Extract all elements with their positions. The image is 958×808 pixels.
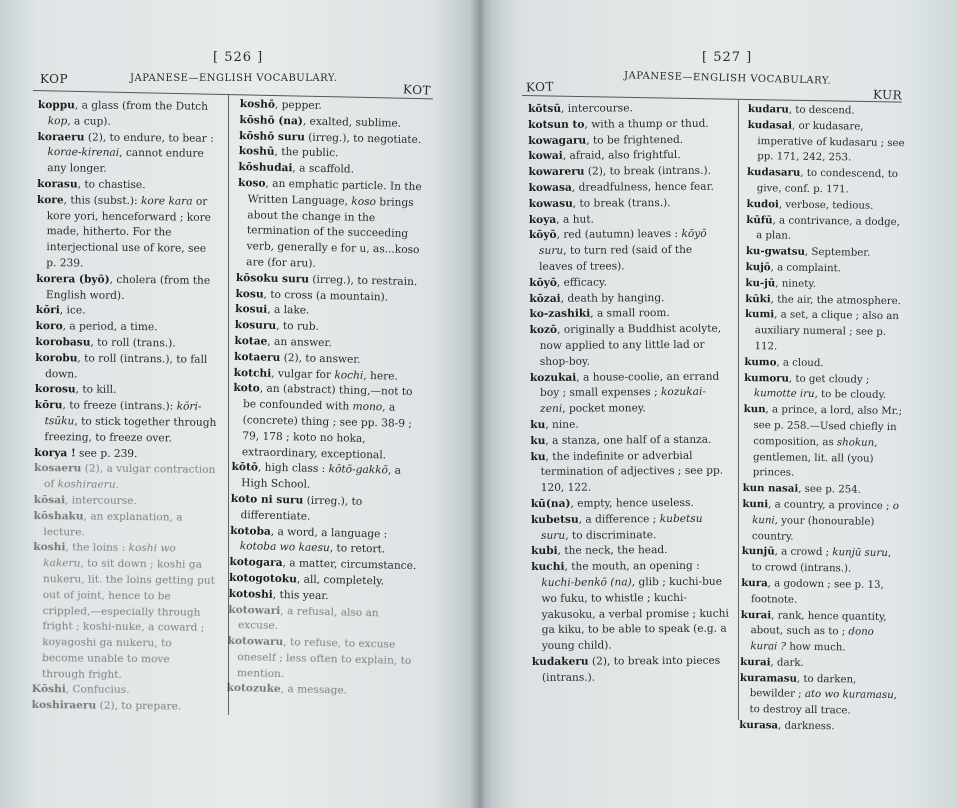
dictionary-entry <box>34 398 216 447</box>
headword: ko-zashiki <box>529 307 591 321</box>
definition-text: , high class : <box>257 461 329 476</box>
example-text: kochi <box>334 368 364 382</box>
headword: kotaeru <box>233 350 281 364</box>
definition-text: , here. <box>363 369 399 383</box>
definition-text: (irreg.), to restrain. <box>308 273 418 288</box>
dictionary-entry <box>744 371 904 405</box>
dictionary-entry <box>236 176 428 275</box>
dictionary-entry <box>528 164 728 181</box>
definition-text: , to refuse, to excuse oneself ; less often to explain, to mention. <box>236 636 412 680</box>
headword: korobu <box>35 351 78 365</box>
dictionary-entry <box>34 446 216 464</box>
headword: kun <box>743 403 766 416</box>
definition-text: , an (abstract) thing,—not to be confounded with <box>242 382 413 413</box>
definition-text: , an emphatic particle. In the Written Language, <box>247 177 422 208</box>
definition-text: , this (subst.): <box>63 194 142 207</box>
definition-text: , a word, a language : <box>270 525 388 540</box>
dictionary-entry <box>34 493 216 511</box>
dictionary-entry <box>36 272 218 305</box>
headword: korosu <box>34 383 76 396</box>
dictionary-entry <box>529 195 729 212</box>
dictionary-entry <box>748 102 908 120</box>
header-left: KOT <box>525 79 555 95</box>
definition-text: or kore yori, henceforward ; kore made, hitherto. For the interjectional use of kore, see p. 239. <box>46 195 212 270</box>
headword: kowasa <box>528 181 572 194</box>
definition-text: , ice. <box>59 304 86 317</box>
definition-text: , a crowd ; <box>774 546 833 559</box>
definition-text: , to rub. <box>276 320 320 334</box>
headword: kosu <box>235 287 264 301</box>
dictionary-entry <box>530 432 730 449</box>
headword: kōsai <box>33 493 66 507</box>
definition-text: . <box>115 478 120 491</box>
definition-text: , a hut. <box>556 213 595 226</box>
headword: kotoba <box>230 524 271 538</box>
headword: kuchi <box>531 560 565 574</box>
definition-text: , a matter, circumstance. <box>282 557 417 573</box>
headword: kudakeru <box>531 655 589 668</box>
dictionary-entry <box>529 274 729 291</box>
headword: kōyō <box>528 229 557 242</box>
dictionary-entry <box>37 130 219 179</box>
definition-text: , darkness. <box>777 720 835 733</box>
headword: kowagaru <box>528 134 587 147</box>
example-text: kotoba wo kaesu <box>239 540 330 555</box>
dictionary-entry <box>37 177 219 195</box>
headword: kosaeru <box>34 462 82 475</box>
headword: kore <box>36 193 64 207</box>
dictionary-entry <box>528 101 728 118</box>
headword: kosuru <box>234 319 277 333</box>
definition-text: , to turn red (said of the leaves of trees). <box>539 244 693 273</box>
dictionary-entry <box>32 540 215 684</box>
dictionary-entry <box>32 682 214 700</box>
definition-text: , to chastise. <box>77 178 146 192</box>
headword: kuni <box>742 497 769 511</box>
definition-text: , vulgar for <box>271 367 335 381</box>
dictionary-entry <box>33 509 215 542</box>
headword: kōtō <box>231 461 259 474</box>
column-divider <box>738 100 739 720</box>
headword: korasu <box>37 177 78 191</box>
headword: koya <box>528 213 557 226</box>
dictionary-entry <box>740 607 901 657</box>
dictionary-entry <box>528 148 728 165</box>
headword: koraeru <box>37 130 85 144</box>
dictionary-entry <box>739 718 899 736</box>
definition-text: , dark. <box>770 657 804 669</box>
definition-text: , the loins : <box>65 541 129 555</box>
dictionary-entry <box>741 544 901 578</box>
headword: kōshudai <box>238 161 293 175</box>
headword: kozukai <box>529 371 577 384</box>
definition-text: (2), a vulgar contraction of <box>43 462 216 491</box>
definition-text: , a house-coolie, an errand boy ; small expenses ; <box>539 370 720 400</box>
headword: kubetsu <box>530 513 579 526</box>
headword: kozō <box>529 323 558 337</box>
headword: kotchi <box>233 366 272 380</box>
example-text: koshiraeru <box>57 478 116 491</box>
headword: kudaru <box>747 102 789 116</box>
dictionary-entry <box>36 193 219 274</box>
headword: kumo <box>744 355 777 369</box>
headword: kotsun to <box>528 118 585 131</box>
headword: koto ni suru <box>230 492 304 507</box>
definition-text: , dreadfulness, hence fear. <box>571 180 714 194</box>
dictionary-entry <box>528 116 728 133</box>
example-text: kozukai-zeni <box>540 386 706 416</box>
book-spine <box>470 0 492 808</box>
dictionary-entry <box>531 496 731 513</box>
headword: kū(na) <box>530 497 571 510</box>
right-page <box>480 0 958 808</box>
definition-text: , to cross (a mountain). <box>263 288 389 303</box>
definition-text: , cannot endure any longer. <box>47 147 204 175</box>
headword: kōshō suru <box>238 129 306 144</box>
dictionary-entry <box>35 351 217 384</box>
example-text: kubetsu suru <box>540 512 703 542</box>
headword: kudasaru <box>746 166 801 179</box>
headword: kotowari <box>228 603 281 617</box>
definition-text: , afraid, also frightful. <box>562 149 681 163</box>
definition-text: , Confucius. <box>65 683 130 697</box>
definition-text: , a glass (from the Dutch <box>74 99 209 113</box>
definition-text: , see p. 254. <box>798 483 861 496</box>
definition-text: , to break (trans.). <box>572 196 671 210</box>
dictionary-entry <box>746 213 906 247</box>
headword: kotozuke <box>226 682 281 696</box>
dictionary-entry <box>38 98 220 131</box>
right-column-1 <box>528 101 732 687</box>
headword: koppu <box>37 98 75 112</box>
definition-text: (2), to prepare. <box>96 699 182 713</box>
headword: ku-jū <box>745 276 776 290</box>
headword: kōru <box>34 399 63 412</box>
definition-text: , a complaint. <box>770 262 842 275</box>
definition-text: , to crowd (intrans.). <box>751 548 892 575</box>
definition-text: , a (concrete) thing ; see pp. 38-9 ; 79, 178 ; koto no hoka, extraordinary, exceptional. <box>241 401 413 461</box>
dictionary-entry <box>741 576 901 610</box>
definition-text: , to retort. <box>329 542 386 556</box>
definition-text: , with a thump or thud. <box>584 117 709 131</box>
example-text: kore kara <box>140 194 193 208</box>
dictionary-entry <box>744 307 905 357</box>
headword: koshū <box>238 145 275 159</box>
definition-text: , a prince, a lord, also Mr.; see p. 258.—Used chiefly in composition, as <box>753 404 903 449</box>
definition-text: , glib ; kuchi-bue wo fuku, to whistle ; kuchi-yakusoku, a verbal promise ; kuchi ga kiku, to be able to speak (e.g. a young child). <box>541 575 729 653</box>
headword: kōtsū <box>528 102 562 115</box>
headword: kowareru <box>528 165 585 179</box>
definition-text: , a small room. <box>590 307 670 320</box>
definition-text: , to roll (trans.). <box>90 336 176 350</box>
example-text: o kuni <box>752 500 899 527</box>
definition-text: , a High School. <box>241 464 402 491</box>
example-text: kop <box>47 114 68 128</box>
definition-text: , an answer. <box>267 335 332 350</box>
dictionary-entry <box>746 260 906 278</box>
header-left: KOP <box>40 72 69 86</box>
dictionary-entry <box>530 417 730 434</box>
headword: kōzai <box>529 292 561 305</box>
dictionary-entry <box>739 671 900 721</box>
headword: kuramasu <box>739 671 798 685</box>
definition-text: kudasare, imperative of kudasaru ; see pp. 171, 242, 253. <box>757 120 905 164</box>
definition-text: , to be frightened. <box>586 133 684 147</box>
example-text: dono kurai ? <box>750 626 874 653</box>
definition-text: , pocket money. <box>562 402 646 415</box>
definition-text: , your (honourable) country. <box>751 515 875 543</box>
definition-text: , the indefinite or adverbial termination of adjectives ; see pp. 120, 122. <box>540 449 724 495</box>
headword: kotae <box>234 334 268 348</box>
dictionary-entry <box>529 290 729 307</box>
definition-text: , to be cloudy. <box>814 389 887 402</box>
definition-text: , the air, the atmosphere. <box>770 293 902 307</box>
definition-text: how much. <box>785 641 846 654</box>
definition-text: brings about the change in the termination of the succeeding verb, generally e for u, as...koso are (for aru). <box>246 195 420 270</box>
dictionary-entry <box>231 460 422 496</box>
left-column-1 <box>32 98 220 716</box>
definition-text: , the public. <box>274 146 339 160</box>
definition-text: , to get cloudy ; <box>788 373 870 386</box>
definition-text: , pepper. <box>274 98 322 112</box>
dictionary-entry <box>529 227 729 276</box>
definition-text: , an explanation, a lecture. <box>43 510 183 539</box>
headword: kosui <box>235 303 268 317</box>
headword: kurai <box>740 608 772 621</box>
definition-text: , a difference ; <box>578 512 660 526</box>
definition-text: (2), to break (intrans.). <box>584 164 711 178</box>
headword: koshō <box>239 97 276 111</box>
definition-text: , intercourse. <box>64 494 137 507</box>
definition-text: , red (autumn) leaves : <box>556 228 682 242</box>
definition-text: , to destroy all trace. <box>749 690 898 717</box>
definition-text: (2), to answer. <box>280 351 361 366</box>
header-right: KOT <box>402 82 432 98</box>
definition-text: , intercourse. <box>560 102 633 115</box>
headword: kunjū <box>741 545 775 558</box>
dictionary-entry <box>529 306 729 323</box>
definition-text: , efficacy. <box>556 276 607 289</box>
definition-text: , cholera (from the English word). <box>45 273 211 302</box>
headword: kotogotoku <box>228 571 298 586</box>
headword: koshiraeru <box>31 699 97 712</box>
headword: koto <box>233 382 260 395</box>
definition-text: , nine. <box>545 418 579 431</box>
dictionary-entry <box>530 448 730 497</box>
headword: kumoru <box>744 371 790 385</box>
dictionary-entry <box>747 118 908 168</box>
definition-text: , originally a Buddhist acolyte, now applied to any little lad or shop-boy. <box>539 322 722 368</box>
definition-text: , gentlemen, lit. all (you) princes. <box>752 437 878 480</box>
example-text: shokun <box>836 437 875 449</box>
definition-text: , to roll (intrans.), to fall down. <box>45 352 208 380</box>
headword: kudoi <box>746 197 779 211</box>
dictionary-entry <box>232 381 424 464</box>
dictionary-entry <box>531 559 732 655</box>
dictionary-entry <box>532 653 732 686</box>
definition-text: , a message. <box>280 683 348 698</box>
dictionary-entry <box>742 497 903 547</box>
headword: koshi <box>33 541 66 554</box>
definition-text: , the mouth, an opening : <box>564 559 700 573</box>
definition-text: (2), to endure, to bear : <box>84 131 214 145</box>
headword: ku <box>530 418 546 431</box>
example-text: kōri-tsūku <box>44 400 202 428</box>
definition-text: , a scaffold. <box>292 162 355 176</box>
headword: ku <box>530 434 546 447</box>
dictionary-entry <box>228 602 419 638</box>
right-column-2 <box>739 102 908 736</box>
headword: kowai <box>528 150 563 163</box>
example-text: ato wo kuramasu <box>804 689 894 702</box>
dictionary-entry <box>32 698 214 716</box>
dictionary-entry <box>530 369 730 418</box>
dictionary-entry <box>35 335 217 353</box>
example-text: koso <box>351 195 377 208</box>
headword: kōshaku <box>33 509 84 523</box>
dictionary-entry <box>529 180 729 197</box>
example-text: kumotte iru <box>753 388 815 401</box>
definition-text: see p. 239. <box>75 446 138 460</box>
headword: kurasa <box>739 719 779 732</box>
definition-text: , to kill. <box>75 383 117 397</box>
definition-text: (irreg.), to negotiate. <box>304 131 422 146</box>
headword: kotoshi <box>228 587 273 601</box>
header-center: JAPANESE—ENGLISH VOCABULARY. <box>623 70 832 87</box>
definition-text: , to descend. <box>788 104 855 117</box>
definition-text: (2), to break into pieces (intrans.). <box>541 654 721 684</box>
headword: Kōshi <box>31 683 66 696</box>
example-text: kōyō suru <box>538 228 707 258</box>
dictionary-entry <box>744 355 904 373</box>
headword: ku-gwatsu <box>745 245 806 258</box>
headword: kurai <box>740 655 771 669</box>
definition-text: , to darken, bewilder ; <box>749 673 857 701</box>
headword: kotowaru <box>227 634 284 649</box>
dictionary-entry <box>745 276 905 294</box>
definition-text: , a stanza, one half of a stanza. <box>545 433 712 447</box>
dictionary-entry <box>531 543 731 560</box>
example-text: kuchi-benkō (na) <box>541 576 632 589</box>
page-number: [ 527 ] <box>702 50 753 65</box>
dictionary-entry <box>531 511 731 544</box>
definition-text: , exalted, sublime. <box>302 115 402 130</box>
definition-text: , rank, hence quantity, about, such as to ; <box>750 609 887 638</box>
dictionary-entry <box>36 303 218 321</box>
definition-text: , death by hanging. <box>560 291 665 305</box>
dictionary-entry <box>230 492 421 528</box>
definition-text: , a period, a time. <box>62 320 158 334</box>
definition-text: , to discriminate. <box>565 528 657 542</box>
headword: kōshō (na) <box>239 113 304 128</box>
definition-text: , a lake. <box>267 304 310 317</box>
headword: kura <box>741 576 768 590</box>
header-right: KUR <box>872 87 903 103</box>
headword: kōri <box>35 304 60 317</box>
definition-text: , a contrivance, a dodge, a plan. <box>756 214 900 242</box>
definition-text: (irreg.), to differentiate. <box>240 494 363 523</box>
dictionary-entry <box>746 197 906 215</box>
dictionary-entry <box>36 319 218 337</box>
headword: kowasu <box>528 197 573 210</box>
headword: kumi <box>744 308 775 321</box>
headword: kun nasai <box>742 482 799 495</box>
headword: koro <box>35 320 63 333</box>
example-text: kunjū suru <box>832 547 888 560</box>
headword: koso <box>237 176 266 190</box>
definition-text: , or <box>791 120 813 132</box>
definition-text: , September. <box>804 246 871 259</box>
dictionary-entry <box>528 132 728 149</box>
dictionary-entry <box>530 322 730 371</box>
definition-text: , a cup). <box>67 115 111 128</box>
headword: kujō <box>745 260 771 274</box>
definition-text: , a refusal, also an excuse. <box>237 604 379 633</box>
definition-text: , to freeze (intrans.): <box>62 399 177 413</box>
dictionary-entry <box>230 523 421 559</box>
definition-text: , all, completely. <box>296 573 385 588</box>
headword: kudasai <box>747 118 793 132</box>
dictionary-entry <box>35 382 217 400</box>
dictionary-entry <box>529 211 729 228</box>
definition-text: , the neck, the head. <box>557 544 668 558</box>
definition-text: , verbose, tedious. <box>778 199 874 212</box>
example-text: mono <box>352 400 383 414</box>
headword: kubi <box>531 545 558 558</box>
dictionary-entry <box>747 165 907 199</box>
headword: korobasu <box>35 335 91 349</box>
definition-text: , empty, hence useless. <box>570 496 694 510</box>
dictionary-entry <box>226 681 416 701</box>
definition-text: , to condescend, to give, conf. p. 171. <box>756 167 899 196</box>
header-center: JAPANESE—ENGLISH VOCABULARY. <box>130 73 338 84</box>
definition-text: , a country, a province ; <box>768 499 893 512</box>
definition-text: , this year. <box>272 588 329 602</box>
page-number: [ 526 ] <box>213 50 264 65</box>
headword: kūki <box>745 292 771 305</box>
definition-text: , a set, a clique ; also an auxiliary numeral ; see p. 112. <box>754 309 899 353</box>
definition-text: , to sit down ; koshi ga nukeru, lit. the loins getting put out of joint, hence to be crippled,—especially through fright ; koshi-nuke, a coward ; koyagoshi ga nukeru, to become unable to move through fright. <box>41 557 216 681</box>
headword: kotogara <box>229 555 283 570</box>
example-text: korae-kirenai <box>47 146 120 160</box>
dictionary-entry <box>740 655 900 673</box>
dictionary-entry <box>34 461 216 494</box>
dictionary-entry <box>227 634 418 686</box>
definition-text: , ninety. <box>775 278 816 290</box>
dictionary-entry <box>743 402 904 483</box>
headword: kōsoku suru <box>235 271 310 286</box>
definition-text: , to stick together through freezing, to freeze over. <box>44 415 217 445</box>
example-text: koshi wo kakeru <box>43 542 176 570</box>
headword: korera (byō) <box>36 272 110 286</box>
headword: kūfū <box>746 213 773 226</box>
headword: kōyō <box>529 276 557 289</box>
definition-text: , a cloud. <box>776 357 824 369</box>
definition-text: , a godown ; see p. 13, footnote. <box>750 578 884 606</box>
headword: korya ! <box>34 446 76 459</box>
headword: ku <box>530 450 546 463</box>
left-column-2 <box>226 97 430 701</box>
example-text: kōtō-gakkō <box>328 463 389 477</box>
